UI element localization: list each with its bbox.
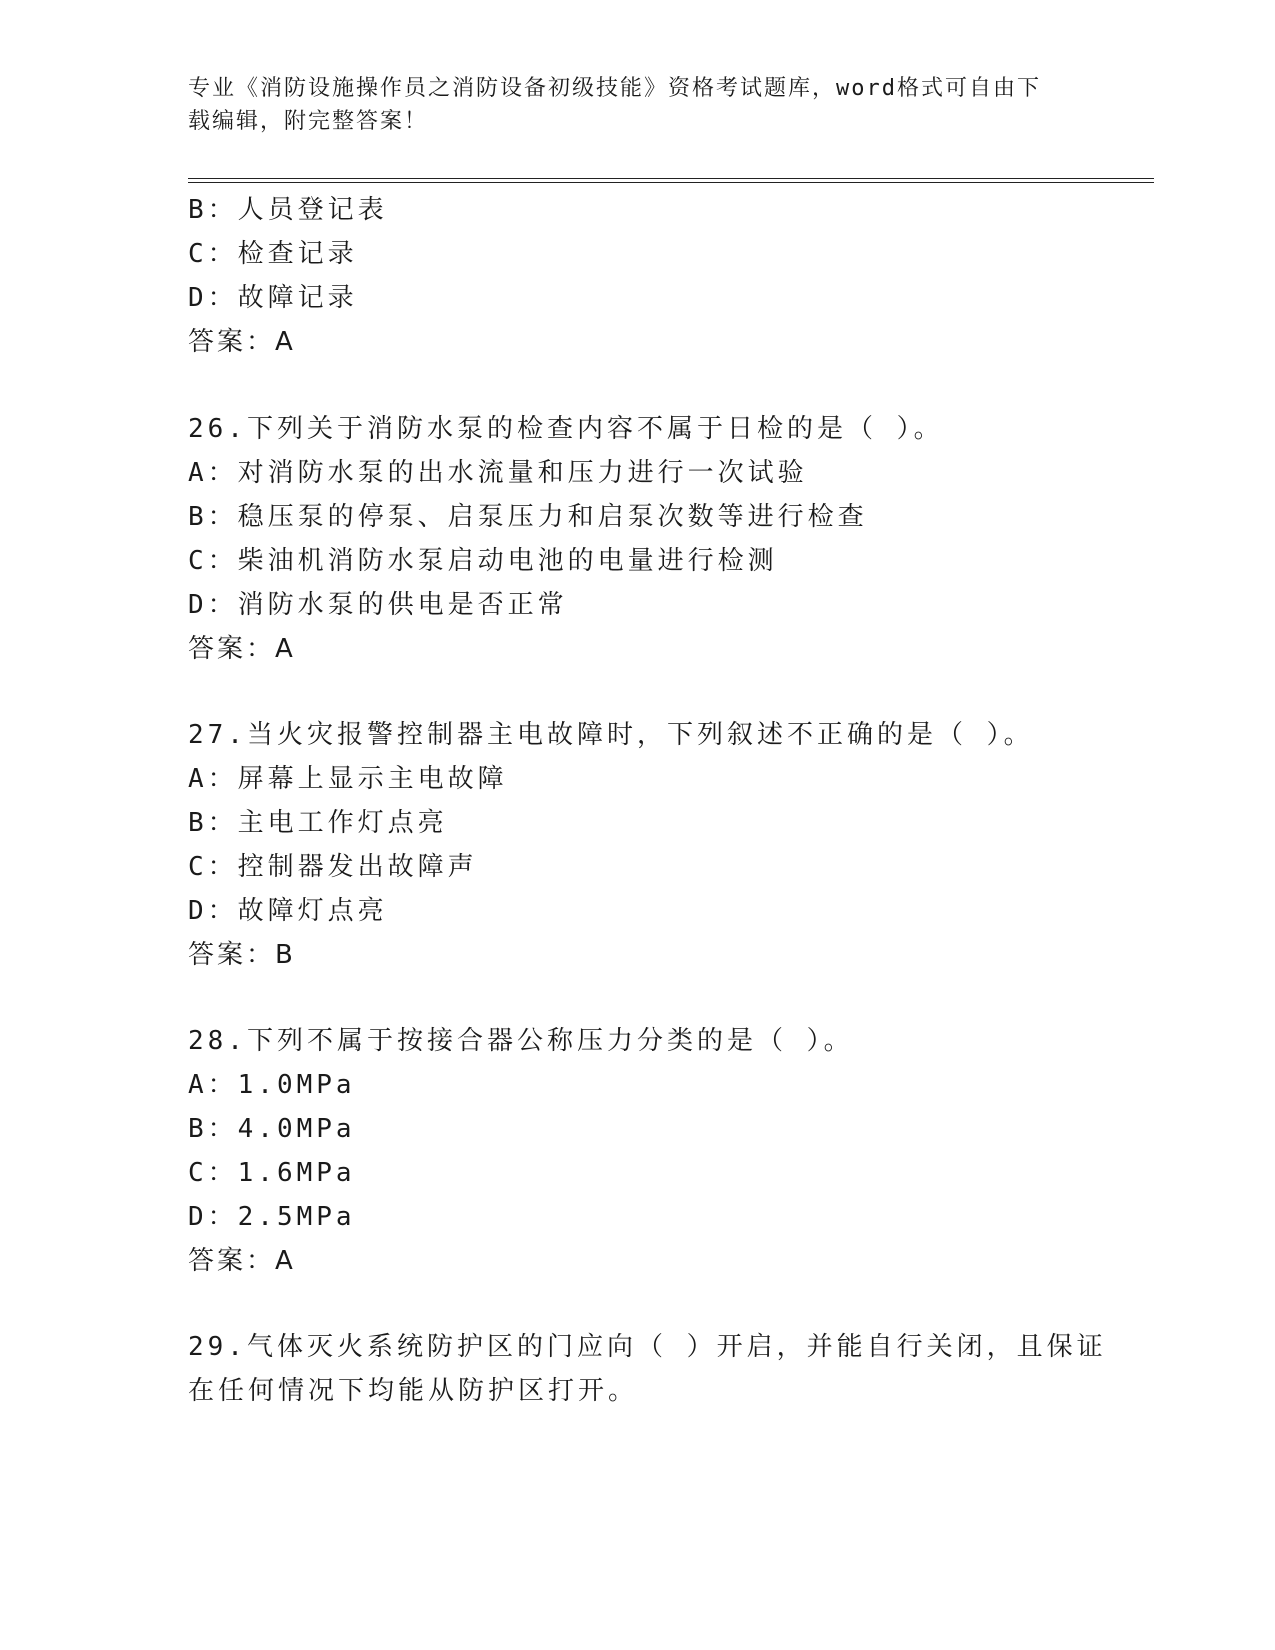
answer: 答案：A bbox=[188, 1246, 296, 1276]
option-a: A：1.0MPa bbox=[188, 1070, 356, 1100]
question-stem-line-1: 29.气体灭火系统防护区的门应向（ ）开启，并能自行关闭，且保证 bbox=[188, 1332, 1107, 1362]
question-stem-line-2: 在任何情况下均能从防护区打开。 bbox=[188, 1376, 639, 1406]
option-a: A：对消防水泵的出水流量和压力进行一次试验 bbox=[188, 458, 808, 488]
option-c: C：柴油机消防水泵启动电池的电量进行检测 bbox=[188, 546, 778, 576]
option-a: A：屏幕上显示主电故障 bbox=[188, 764, 508, 794]
question-stem: 28.下列不属于按接合器公称压力分类的是（ ）。 bbox=[188, 1026, 854, 1056]
option-c: C：1.6MPa bbox=[188, 1158, 356, 1188]
option-d: D：故障灯点亮 bbox=[188, 896, 388, 926]
header-line-2: 载编辑，附完整答案！ bbox=[188, 109, 429, 134]
option-d: D：2.5MPa bbox=[188, 1202, 356, 1232]
header-divider bbox=[188, 178, 1154, 183]
option-d: D：故障记录 bbox=[188, 283, 358, 313]
header-line-1: 专业《消防设施操作员之消防设备初级技能》资格考试题库，word格式可自由下 bbox=[188, 76, 1041, 101]
option-b: B：4.0MPa bbox=[188, 1114, 356, 1144]
option-d: D：消防水泵的供电是否正常 bbox=[188, 590, 568, 620]
question-stem: 26.下列关于消防水泵的检查内容不属于日检的是（ ）。 bbox=[188, 414, 944, 444]
document-header bbox=[188, 72, 1068, 138]
question-stem: 27.当火灾报警控制器主电故障时，下列叙述不正确的是（ ）。 bbox=[188, 720, 1034, 750]
option-b: B：人员登记表 bbox=[188, 195, 388, 225]
answer: 答案：B bbox=[188, 940, 296, 970]
option-c: C：控制器发出故障声 bbox=[188, 852, 478, 882]
option-c: C：检查记录 bbox=[188, 239, 358, 269]
answer: 答案：A bbox=[188, 327, 296, 357]
option-b: B：稳压泵的停泵、启泵压力和启泵次数等进行检查 bbox=[188, 502, 868, 532]
answer: 答案：A bbox=[188, 634, 296, 664]
option-b: B：主电工作灯点亮 bbox=[188, 808, 448, 838]
